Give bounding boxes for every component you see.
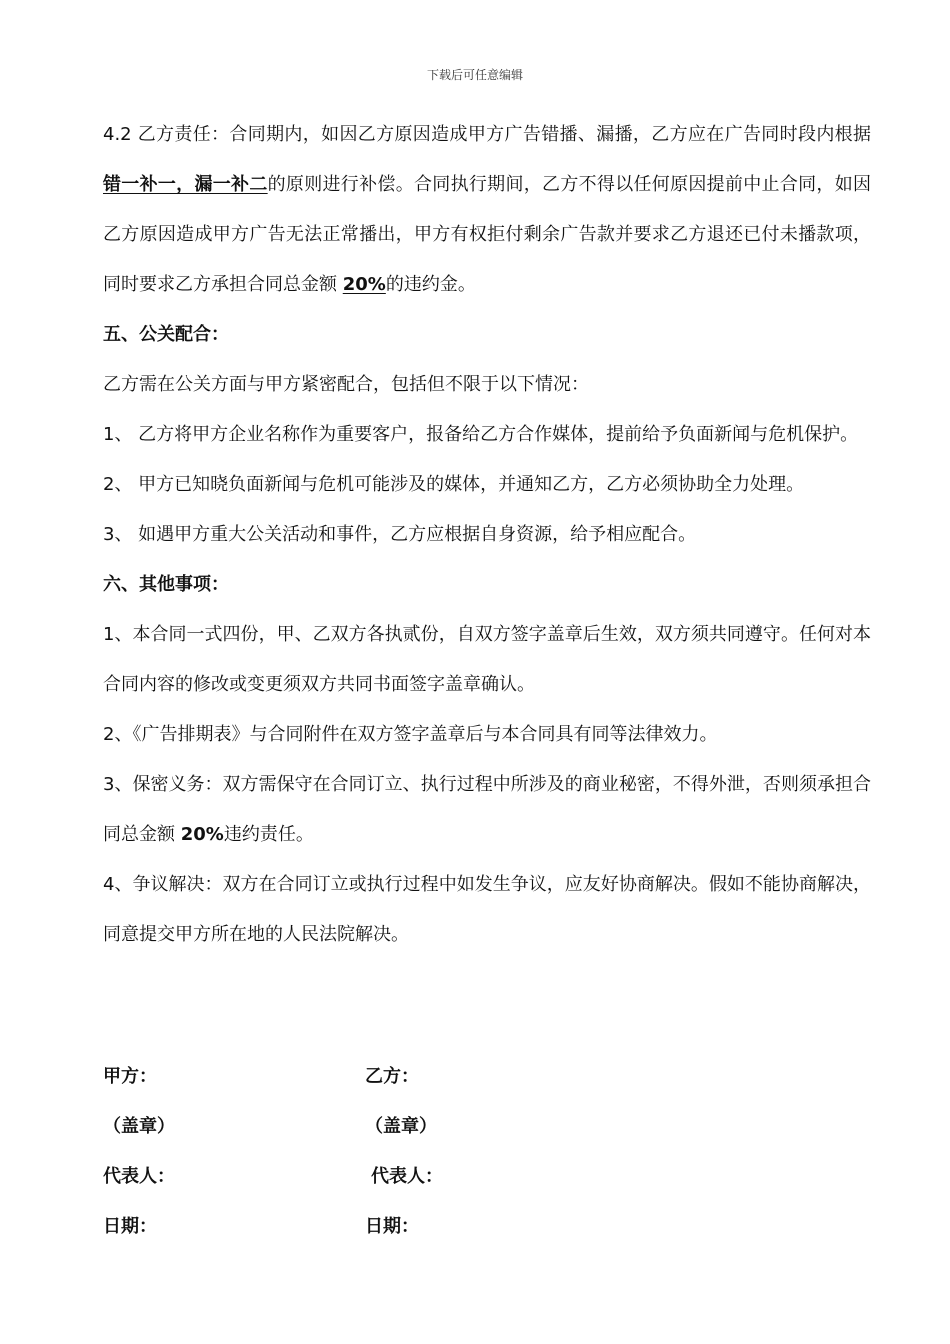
party-a-seal: （盖章） bbox=[103, 1116, 175, 1137]
section-6-title: 六、其他事项： bbox=[103, 574, 229, 595]
signature-date-row bbox=[103, 1202, 863, 1252]
section-5-intro: 乙方需在公关方面与甲方紧密配合，包括但不限于以下情况： bbox=[103, 374, 589, 395]
clause-4-2-text-1: 4.2 乙方责任：合同期内，如因乙方原因造成甲方广告错播、漏播，乙方应在广告同时段内根据 bbox=[103, 124, 871, 145]
section-6-item-2: 2、《广告排期表》与合同附件在双方签字盖章后与本合同具有同等法律效力。 bbox=[103, 724, 718, 745]
section-6-item-3-text-2: 违约责任。 bbox=[223, 824, 314, 845]
signature-party-row bbox=[103, 1052, 863, 1102]
section-5-title: 五、公关配合： bbox=[103, 324, 229, 345]
section-6-item-3-percent: 20% bbox=[180, 824, 224, 845]
document-body bbox=[103, 110, 871, 960]
party-b-date: 日期： bbox=[365, 1216, 419, 1237]
signature-block bbox=[103, 1052, 863, 1252]
clause-4-2-text-3: 的违约金。 bbox=[385, 274, 476, 295]
party-b-seal: （盖章） bbox=[365, 1116, 437, 1137]
signature-representative-row bbox=[103, 1152, 863, 1202]
party-b-representative: 代表人： bbox=[371, 1166, 443, 1187]
clause-4-2 bbox=[103, 110, 871, 310]
section-5-item-3: 3、 如遇甲方重大公关活动和事件，乙方应根据自身资源，给予相应配合。 bbox=[103, 524, 697, 545]
party-b-label: 乙方： bbox=[365, 1066, 419, 1087]
page-header: 下载后可任意编辑 bbox=[426, 68, 523, 82]
section-6-item-4: 4、争议解决：双方在合同订立或执行过程中如发生争议，应友好协商解决。假如不能协商解决，同意提交甲方所在地的人民法院解决。 bbox=[103, 874, 871, 945]
clause-4-2-text-2: 的原则进行补偿。合同执行期间，乙方不得以任何原因提前中止合同，如因乙方原因造成甲方广告无法正常播出，甲方有权拒付剩余广告款并要求乙方退还已付未播款项，同时要求乙方承担合同总金额 bbox=[103, 174, 872, 295]
clause-4-2-emphasis-1: 错一补一，漏一补二 bbox=[103, 174, 268, 195]
section-6-item-1: 1、本合同一式四份，甲、乙双方各执贰份，自双方签字盖章后生效，双方须共同遵守。任何对本合同内容的修改或变更须双方共同书面签字盖章确认。 bbox=[103, 624, 871, 695]
signature-seal-row bbox=[103, 1102, 863, 1152]
party-a-date: 日期： bbox=[103, 1216, 157, 1237]
section-5-item-1: 1、 乙方将甲方企业名称作为重要客户，报备给乙方合作媒体，提前给予负面新闻与危机保护。 bbox=[103, 424, 859, 445]
party-a-representative: 代表人： bbox=[103, 1166, 175, 1187]
section-6-item-3 bbox=[103, 760, 871, 860]
clause-4-2-emphasis-2: 20% bbox=[342, 274, 386, 295]
section-6-item-3-text-1: 3、保密义务：双方需保守在合同订立、执行过程中所涉及的商业秘密，不得外泄，否则须承担合同总金额 bbox=[103, 774, 871, 845]
section-5-item-2: 2、 甲方已知晓负面新闻与危机可能涉及的媒体，并通知乙方，乙方必须协助全力处理。 bbox=[103, 474, 805, 495]
party-a-label: 甲方： bbox=[103, 1066, 157, 1087]
